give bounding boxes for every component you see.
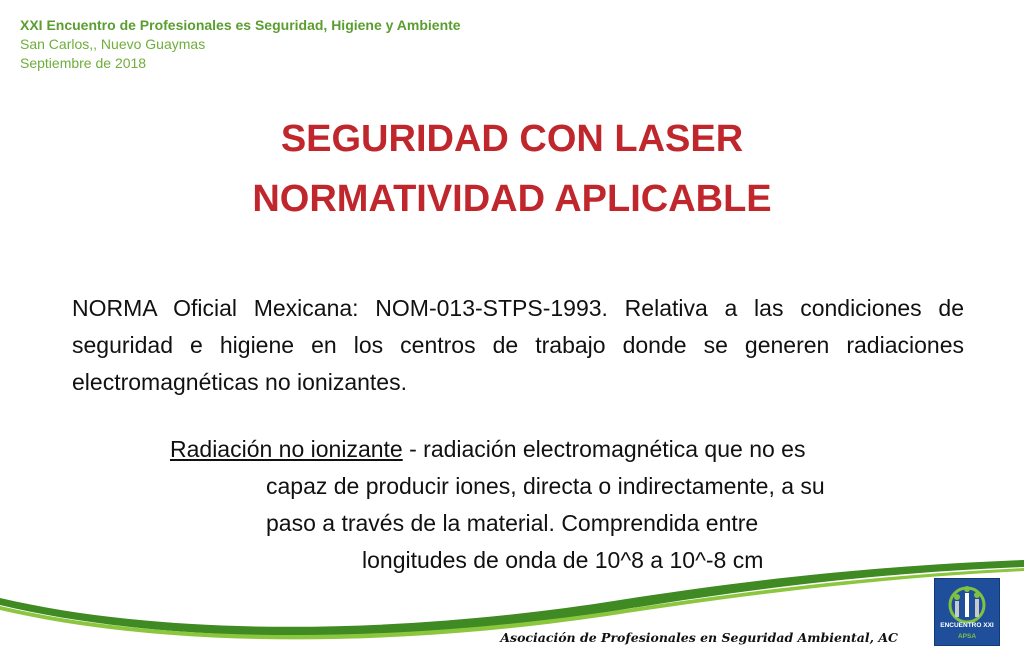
definition-line4: longitudes de onda de 10^8 a 10^-8 cm: [362, 547, 764, 573]
definition-line1-text: - radiación electromagnética que no es: [402, 436, 806, 462]
slide-title-line1: SEGURIDAD CON LASER: [280, 118, 744, 160]
definition-line3: paso a través de la material. Comprendida entre: [266, 510, 759, 536]
definition-line2: capaz de producir iones, directa o indirectamente, a su: [266, 473, 825, 499]
norma-paragraph: NORMA Oficial Mexicana: NOM-013-STPS-1993. Relativa a las condiciones de seguridad e higiene en los centros de trabajo donde se generen radiaciones electromagnéticas no ionizantes.: [72, 295, 964, 395]
organization-footer: Asociación de Profesionales en Seguridad Ambiental, AC: [500, 630, 898, 645]
event-location: San Carlos,, Nuevo Guaymas: [20, 36, 206, 52]
event-title: XXI Encuentro de Profesionales es Seguridad, Higiene y Ambiente: [20, 17, 461, 33]
encuentro-logo: [934, 578, 1000, 646]
definition-term: Radiación no ionizante: [170, 436, 403, 462]
slide-title-line2: NORMATIVIDAD APLICABLE: [252, 178, 772, 220]
logo-text: ENCUENTRO XXI: [940, 622, 994, 629]
event-date: Septiembre de 2018: [20, 55, 147, 71]
logo-subtext: APSA: [957, 633, 977, 640]
